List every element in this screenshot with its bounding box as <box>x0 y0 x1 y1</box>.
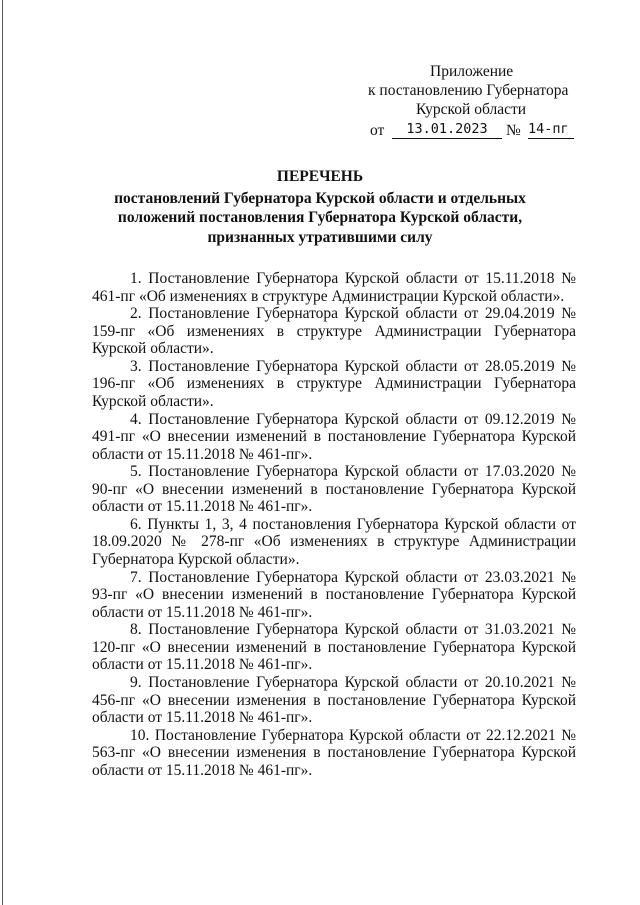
page-edge-line <box>2 0 3 905</box>
list-item: 10. Постановление Губернатора Курской области от 22.12.2021 № 563-пг «О внесении изменения в постановление Губернатора Курской области от 15.11.2018 № 461-пг». <box>92 726 576 779</box>
list-item: 2. Постановление Губернатора Курской области от 29.04.2019 № 159-пг «Об изменениях в структуре Администрации Губернатора Курской области». <box>92 305 576 358</box>
title-line-2: положений постановления Губернатора Курской области, <box>117 209 523 226</box>
list-item: 6. Пункты 1, 3, 4 постановления Губернатора Курской области от 18.09.2020 № 278-пг «Об изменениях в структуре Администрации Губернатора Курской области». <box>92 515 576 568</box>
list-item: 7. Постановление Губернатора Курской области от 23.03.2021 № 93-пг «О внесении изменений в постановление Губернатора Курской области от 15.11.2018 № 461-пг». <box>92 568 576 621</box>
document-title <box>80 167 560 247</box>
title-line-1: постановлений Губернатора Курской области и отдельных <box>114 189 526 207</box>
appendix-reference: к постановлению Губернатора <box>368 82 569 99</box>
title-line-3: признанных утратившими силу <box>207 228 433 246</box>
list-item: 8. Постановление Губернатора Курской области от 31.03.2021 № 120-пг «О внесении изменений в постановление Губернатора Курской области от 15.11.2018 № 461-пг». <box>92 621 576 674</box>
title-heading: ПЕРЕЧЕНЬ <box>276 168 364 185</box>
list-item: 9. Постановление Губернатора Курской области от 20.10.2021 № 456-пг «О внесении изменения в постановление Губернатора Курской области от 15.11.2018 № 461-пг». <box>92 674 576 726</box>
list-item: 4. Постановление Губернатора Курской области от 09.12.2019 № 491-пг «О внесении изменений в постановление Губернатора Курской области от 15.11.2018 № 461-пг». <box>92 410 576 463</box>
number-prefix: № <box>506 122 521 139</box>
appendix-block <box>368 62 578 140</box>
list-item: 5. Постановление Губернатора Курской области от 17.03.2020 № 90-пг «О внесении изменений в постановление Губернатора Курской области от 15.11.2018 № 461-пг». <box>92 463 576 516</box>
document-date: 13.01.2023 <box>392 120 502 139</box>
document-number: 14-пг <box>528 120 574 139</box>
appendix-region: Курской области <box>416 101 527 118</box>
appendix-date-line <box>368 120 578 140</box>
date-prefix: от <box>370 122 385 139</box>
appendix-title: Приложение <box>430 63 514 80</box>
list-item: 1. Постановление Губернатора Курской области от 15.11.2018 № 461-пг «Об изменениях в структуре Администрации Курской области». <box>92 270 576 305</box>
decree-list <box>92 270 576 779</box>
list-item: 3. Постановление Губернатора Курской области от 28.05.2019 № 196-пг «Об изменениях в структуре Администрации Губернатора Курской области». <box>92 357 576 410</box>
